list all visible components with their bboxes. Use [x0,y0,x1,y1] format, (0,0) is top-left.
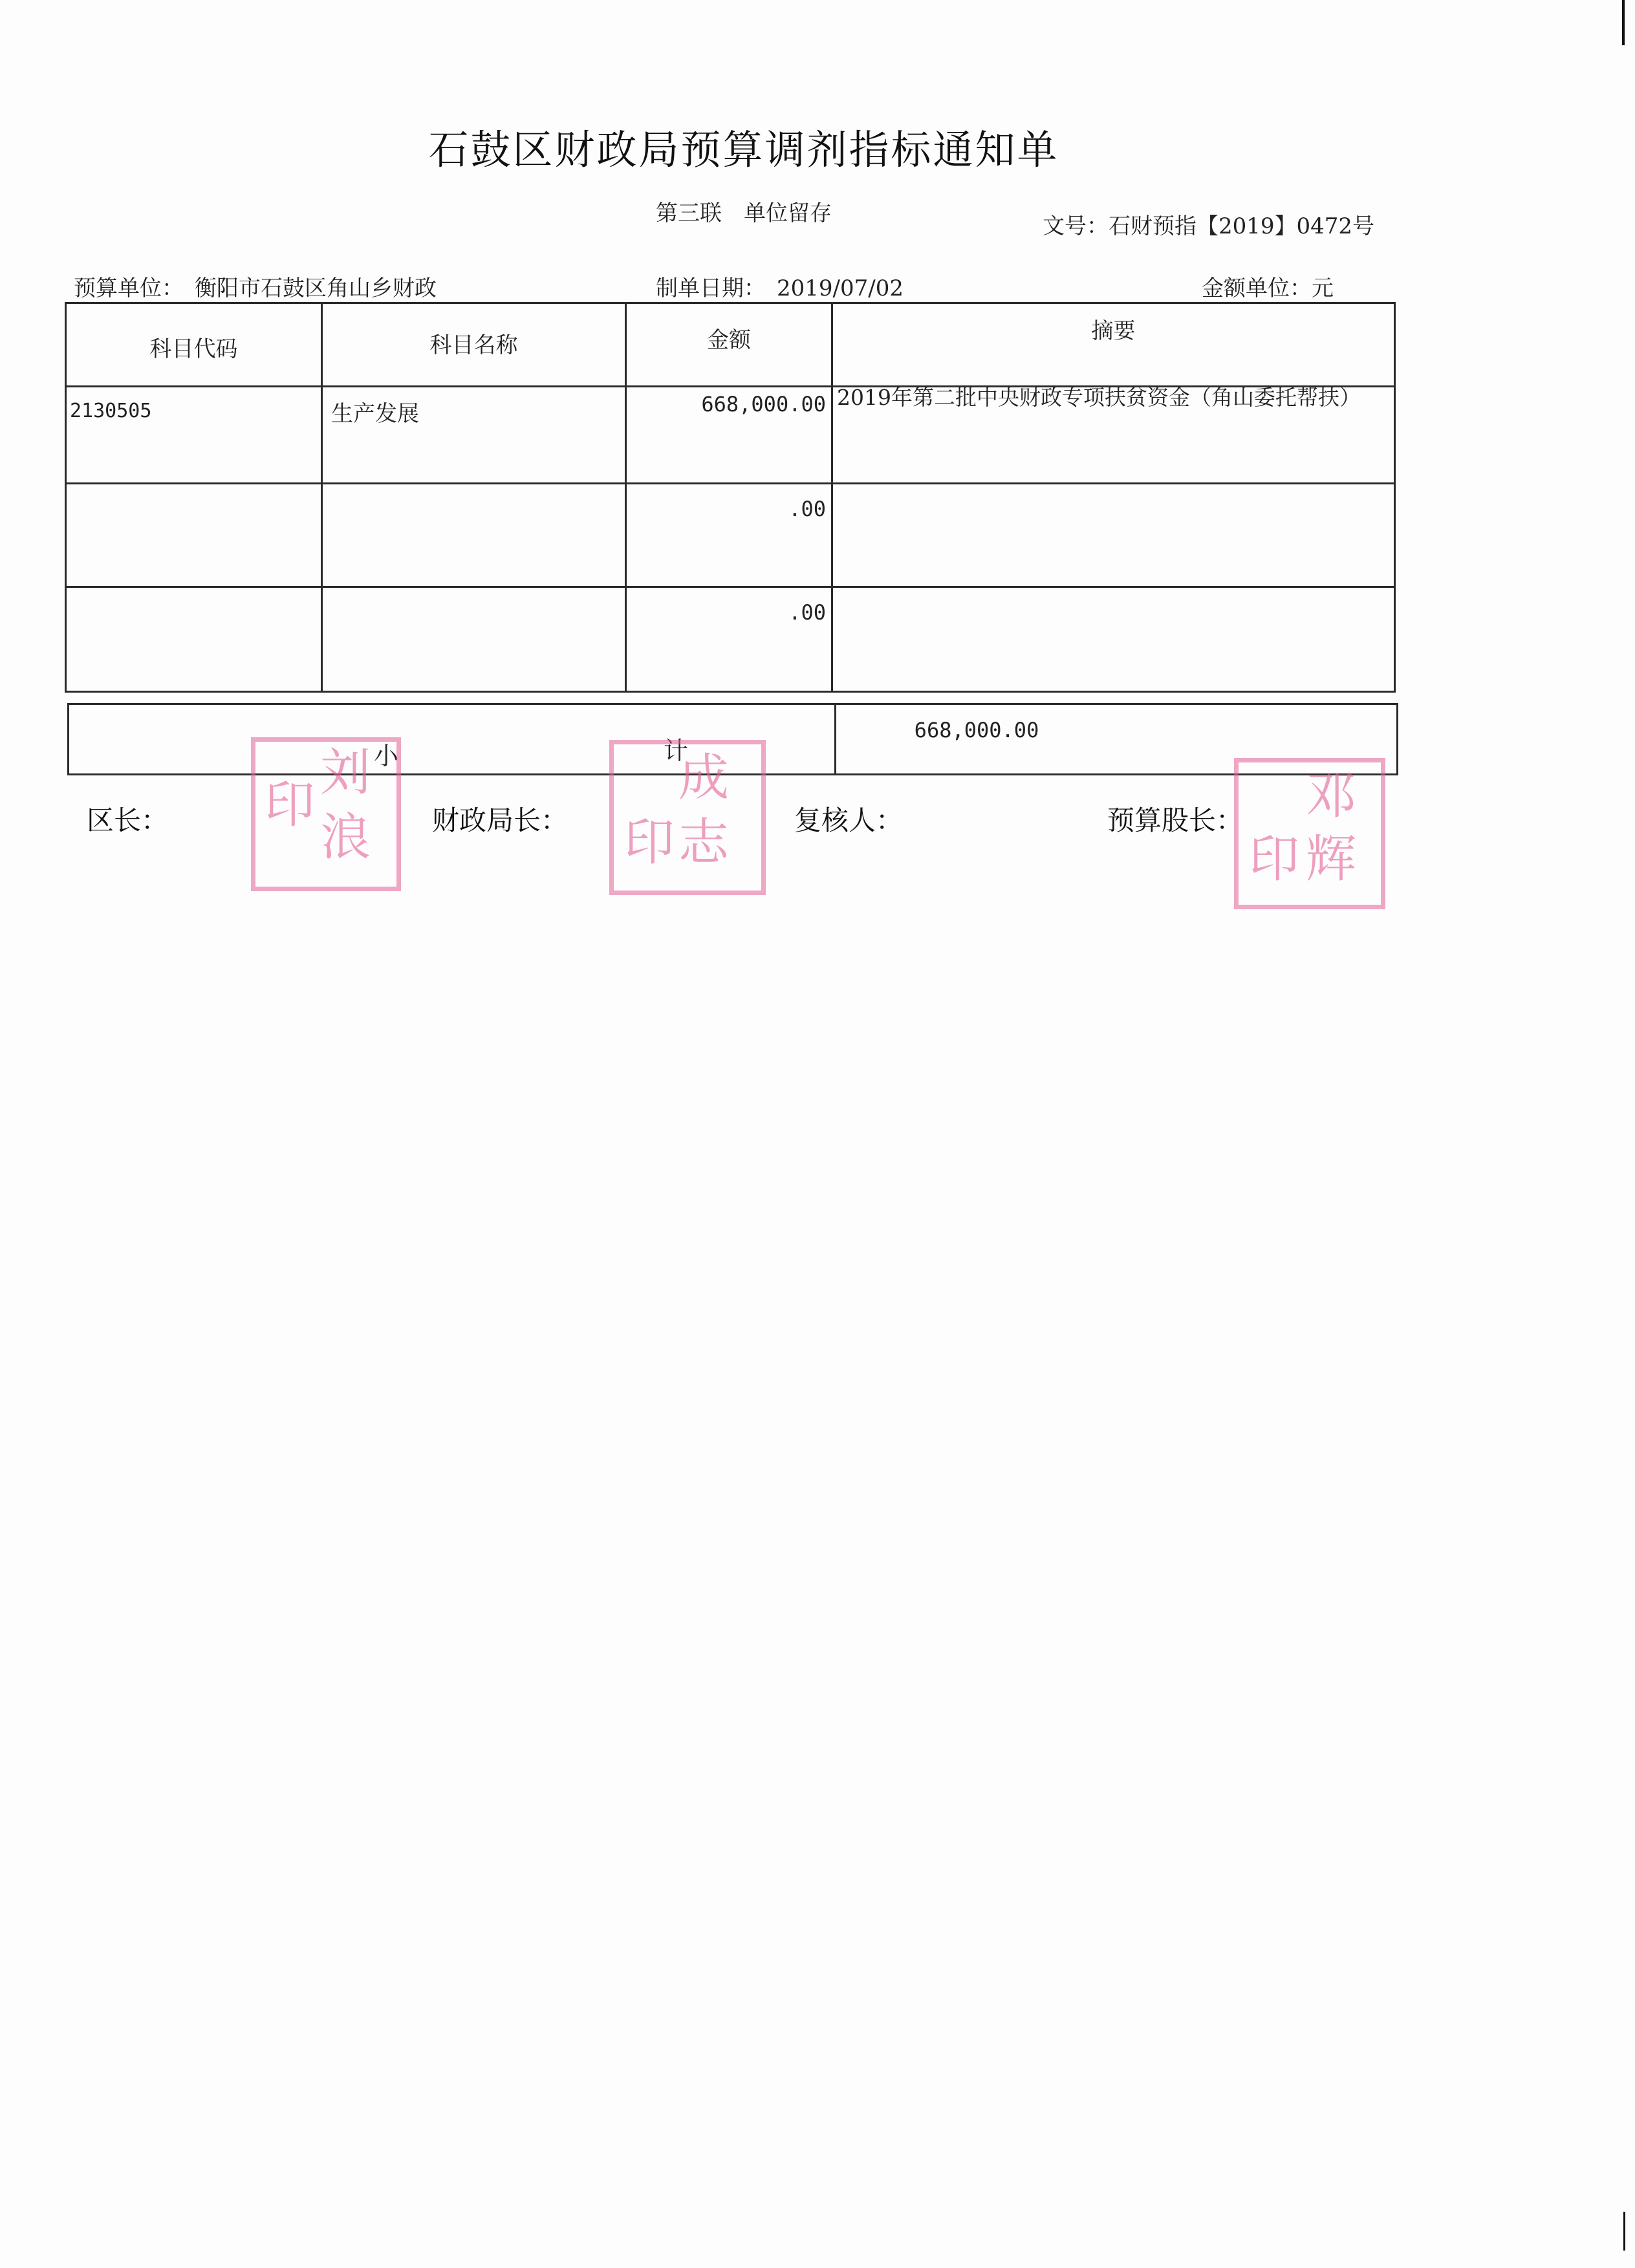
stamp-cheng-zhi [609,740,766,895]
signature-finance-director: 财政局长： [432,805,568,836]
table-row-line [65,482,1396,484]
row-amount: .00 [788,600,826,625]
copy-label: 第三联 单位留存 [656,200,832,226]
stamp-char: 志 [678,814,730,872]
col-header-name: 科目名称 [429,332,518,358]
row-code: 2130505 [70,400,152,422]
stamp-char: 邓 [1306,767,1357,825]
stamp-char: 刘 [320,744,371,802]
document-number: 文号：石财预指【2019】0472号 [1043,213,1375,239]
col-header-summary: 摘要 [1091,318,1136,344]
subtotal-top-line [67,703,1398,705]
subtotal-label-right: 计 [664,737,689,765]
document-title: 石鼓区财政局预算调剂指标通知单 [428,126,1059,173]
row-amount: .00 [788,497,826,521]
stamp-char: 印 [1249,830,1300,889]
stamp-liu-lang [251,737,401,891]
stamp-char: 成 [678,749,730,807]
table-row-line [65,586,1396,588]
table-col-line [321,302,323,693]
table-border-right [1394,302,1396,693]
row-amount: 668,000.00 [701,392,826,416]
scan-edge-mark [1622,0,1625,45]
stamp-char: 辉 [1306,830,1357,889]
col-header-code: 科目代码 [149,336,238,362]
table-col-line [831,302,833,693]
issue-date: 制单日期： 2019/07/02 [656,275,904,301]
subtotal-amount: 668,000.00 [914,718,1039,742]
subtotal-border-left [67,703,69,775]
stamp-char: 印 [265,776,316,834]
scan-edge-mark [1623,2212,1625,2251]
table-border-top [65,302,1396,304]
amount-unit: 金额单位：元 [1202,275,1334,301]
stamp-deng-hui [1234,758,1385,909]
stamp-char: 印 [624,814,675,872]
row-summary: 2019年第二批中央财政专项扶贫资金（角山委托帮扶） [837,385,1361,410]
stamp-char: 浪 [320,808,371,867]
subtotal-border-right [1396,703,1398,775]
col-header-amount: 金额 [707,327,751,353]
row-name: 生产发展 [331,401,419,427]
subtotal-label-left: 小 [374,742,399,770]
table-row-line [65,691,1396,693]
signature-district-head: 区长： [87,805,169,836]
signature-reviewer: 复核人： [794,805,904,836]
budget-unit: 预算单位： 衡阳市石鼓区角山乡财政 [74,275,437,301]
signature-budget-section-head: 预算股长： [1107,805,1244,836]
